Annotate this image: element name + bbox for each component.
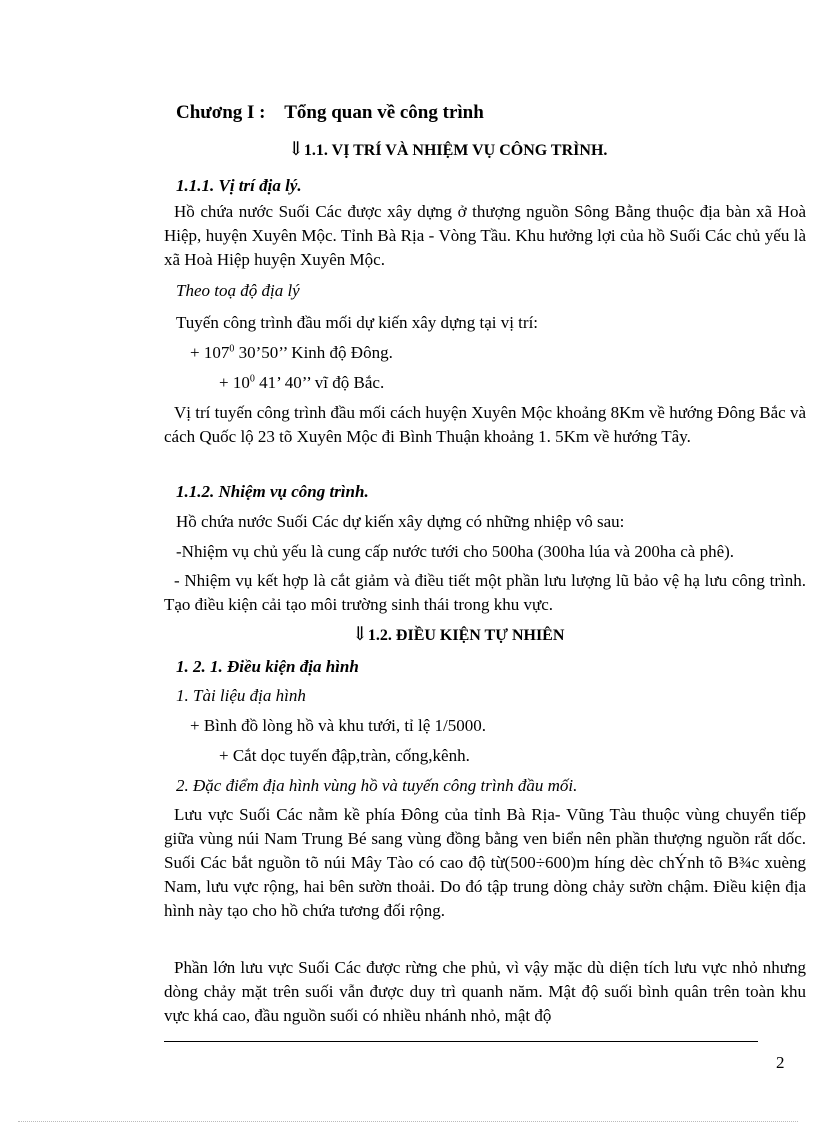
section-title: 1.1. VỊ TRÍ VÀ NHIỆM VỤ CÔNG TRÌNH.: [303, 142, 608, 159]
down-arrow-icon: ⇓: [352, 624, 368, 645]
terrain-feature-heading: 2. Đặc điểm địa hình vùng hồ và tuyến công trình đầu mối.: [176, 776, 578, 795]
coordinate-heading: Theo toạ độ địa lý: [176, 281, 300, 300]
degree-symbol: 0: [249, 373, 255, 385]
page-bottom-edge: [18, 1121, 798, 1122]
paragraph-watershed: Lưu vực Suối Các nằm kề phía Đông của tỉnh Bà Rịa- Vũng Tàu thuộc vùng chuyển tiếp giữa vùng núi Nam Trung Bé sang vùng đồng bằng ven biển nên phần thượng nguồn rất dốc. Suối Các bắt nguồn tõ núi Mây Tào có cao độ từ(500÷600)m híng dèc chÝnh tõ B¾c xuèng Nam, lưu vực rộng, hai bên sườn thoải. Do đó tập trung dòng chảy sườn chậm. Điều kiện địa hình này tạo cho hồ chứa tương đối rộng.: [164, 805, 806, 920]
section-heading-1-2: [352, 625, 564, 646]
coordinate-intro: Tuyến công trình đầu mối dự kiến xây dựng tại vị trí:: [176, 313, 539, 332]
task-item-secondary: - Nhiệm vụ kết hợp là cắt giảm và điều tiết một phần lưu lượng lũ bảo vệ hạ lưu công trình. Tạo điều kiện cải tạo môi trường sinh thái trong khu vực.: [164, 571, 806, 614]
coordinate-latitude: [219, 373, 384, 393]
task-intro: Hồ chứa nước Suối Các dự kiến xây dựng có những nhiệp vô sau:: [176, 512, 625, 531]
subsection-heading-1-2-1: 1. 2. 1. Điều kiện địa hình: [176, 657, 359, 676]
chapter-title: Tổng quan về công trình: [284, 102, 484, 123]
subsection-heading-1-1-2: 1.1.2. Nhiệm vụ công trình.: [176, 482, 369, 501]
footer-divider: [164, 1041, 758, 1042]
latitude-rest: 41’ 40’’ vĩ độ Bắc.: [254, 373, 385, 392]
longitude-rest: 30’50’’ Kinh độ Đông.: [234, 343, 393, 362]
section-heading-1-1: [288, 140, 607, 161]
longitude-degrees: + 107: [190, 343, 230, 362]
latitude-degrees: + 10: [219, 373, 250, 392]
chapter-heading: [176, 103, 484, 123]
section-title: 1.2. ĐIỀU KIỆN TỰ NHIÊN: [367, 627, 565, 644]
paragraph-forest: Phần lớn lưu vực Suối Các được rừng che phủ, vì vậy mặc dù diện tích lưu vực nhỏ nhưng dòng chảy mặt trên suối vẫn được duy trì quanh năm. Mật độ suối bình quân trên toàn khu vực khá cao, đầu nguồn suối có nhiều nhánh nhỏ, mật độ: [164, 958, 806, 1025]
chapter-label: Chương I :: [176, 102, 266, 123]
task-item-main: -Nhiệm vụ chủ yếu là cung cấp nước tưới cho 500ha (300ha lúa và 200ha cà phê).: [176, 542, 735, 561]
coordinate-longitude: [190, 343, 393, 363]
paragraph-distance: Vị trí tuyến công trình đầu mối cách huyện Xuyên Mộc khoảng 8Km về hướng Đông Bắc và cách Quốc lộ 23 tõ Xuyên Mộc đi Bình Thuận khoảng 1. 5Km về hướng Tây.: [164, 403, 806, 446]
degree-symbol: 0: [229, 343, 235, 355]
page-number: 2: [776, 1053, 785, 1072]
subsection-heading-1-1-1: 1.1.1. Vị trí địa lý.: [176, 176, 302, 195]
terrain-doc-item-2: + Cắt dọc tuyến đập,tràn, cống,kênh.: [219, 746, 470, 765]
paragraph-location: Hồ chứa nước Suối Các được xây dựng ở thượng nguồn Sông Bằng thuộc địa bàn xã Hoà Hiệp, huyện Xuyên Mộc. Tỉnh Bà Rịa - Vòng Tầu. Khu hưởng lợi của hồ Suối Các chủ yếu là xã Hoà Hiệp huyện Xuyên Mộc.: [164, 202, 806, 269]
terrain-doc-item-1: + Bình đồ lòng hồ và khu tưới, tỉ lệ 1/5000.: [190, 716, 487, 735]
terrain-doc-heading: 1. Tài liệu địa hình: [176, 686, 306, 705]
down-arrow-icon: ⇓: [288, 139, 304, 160]
